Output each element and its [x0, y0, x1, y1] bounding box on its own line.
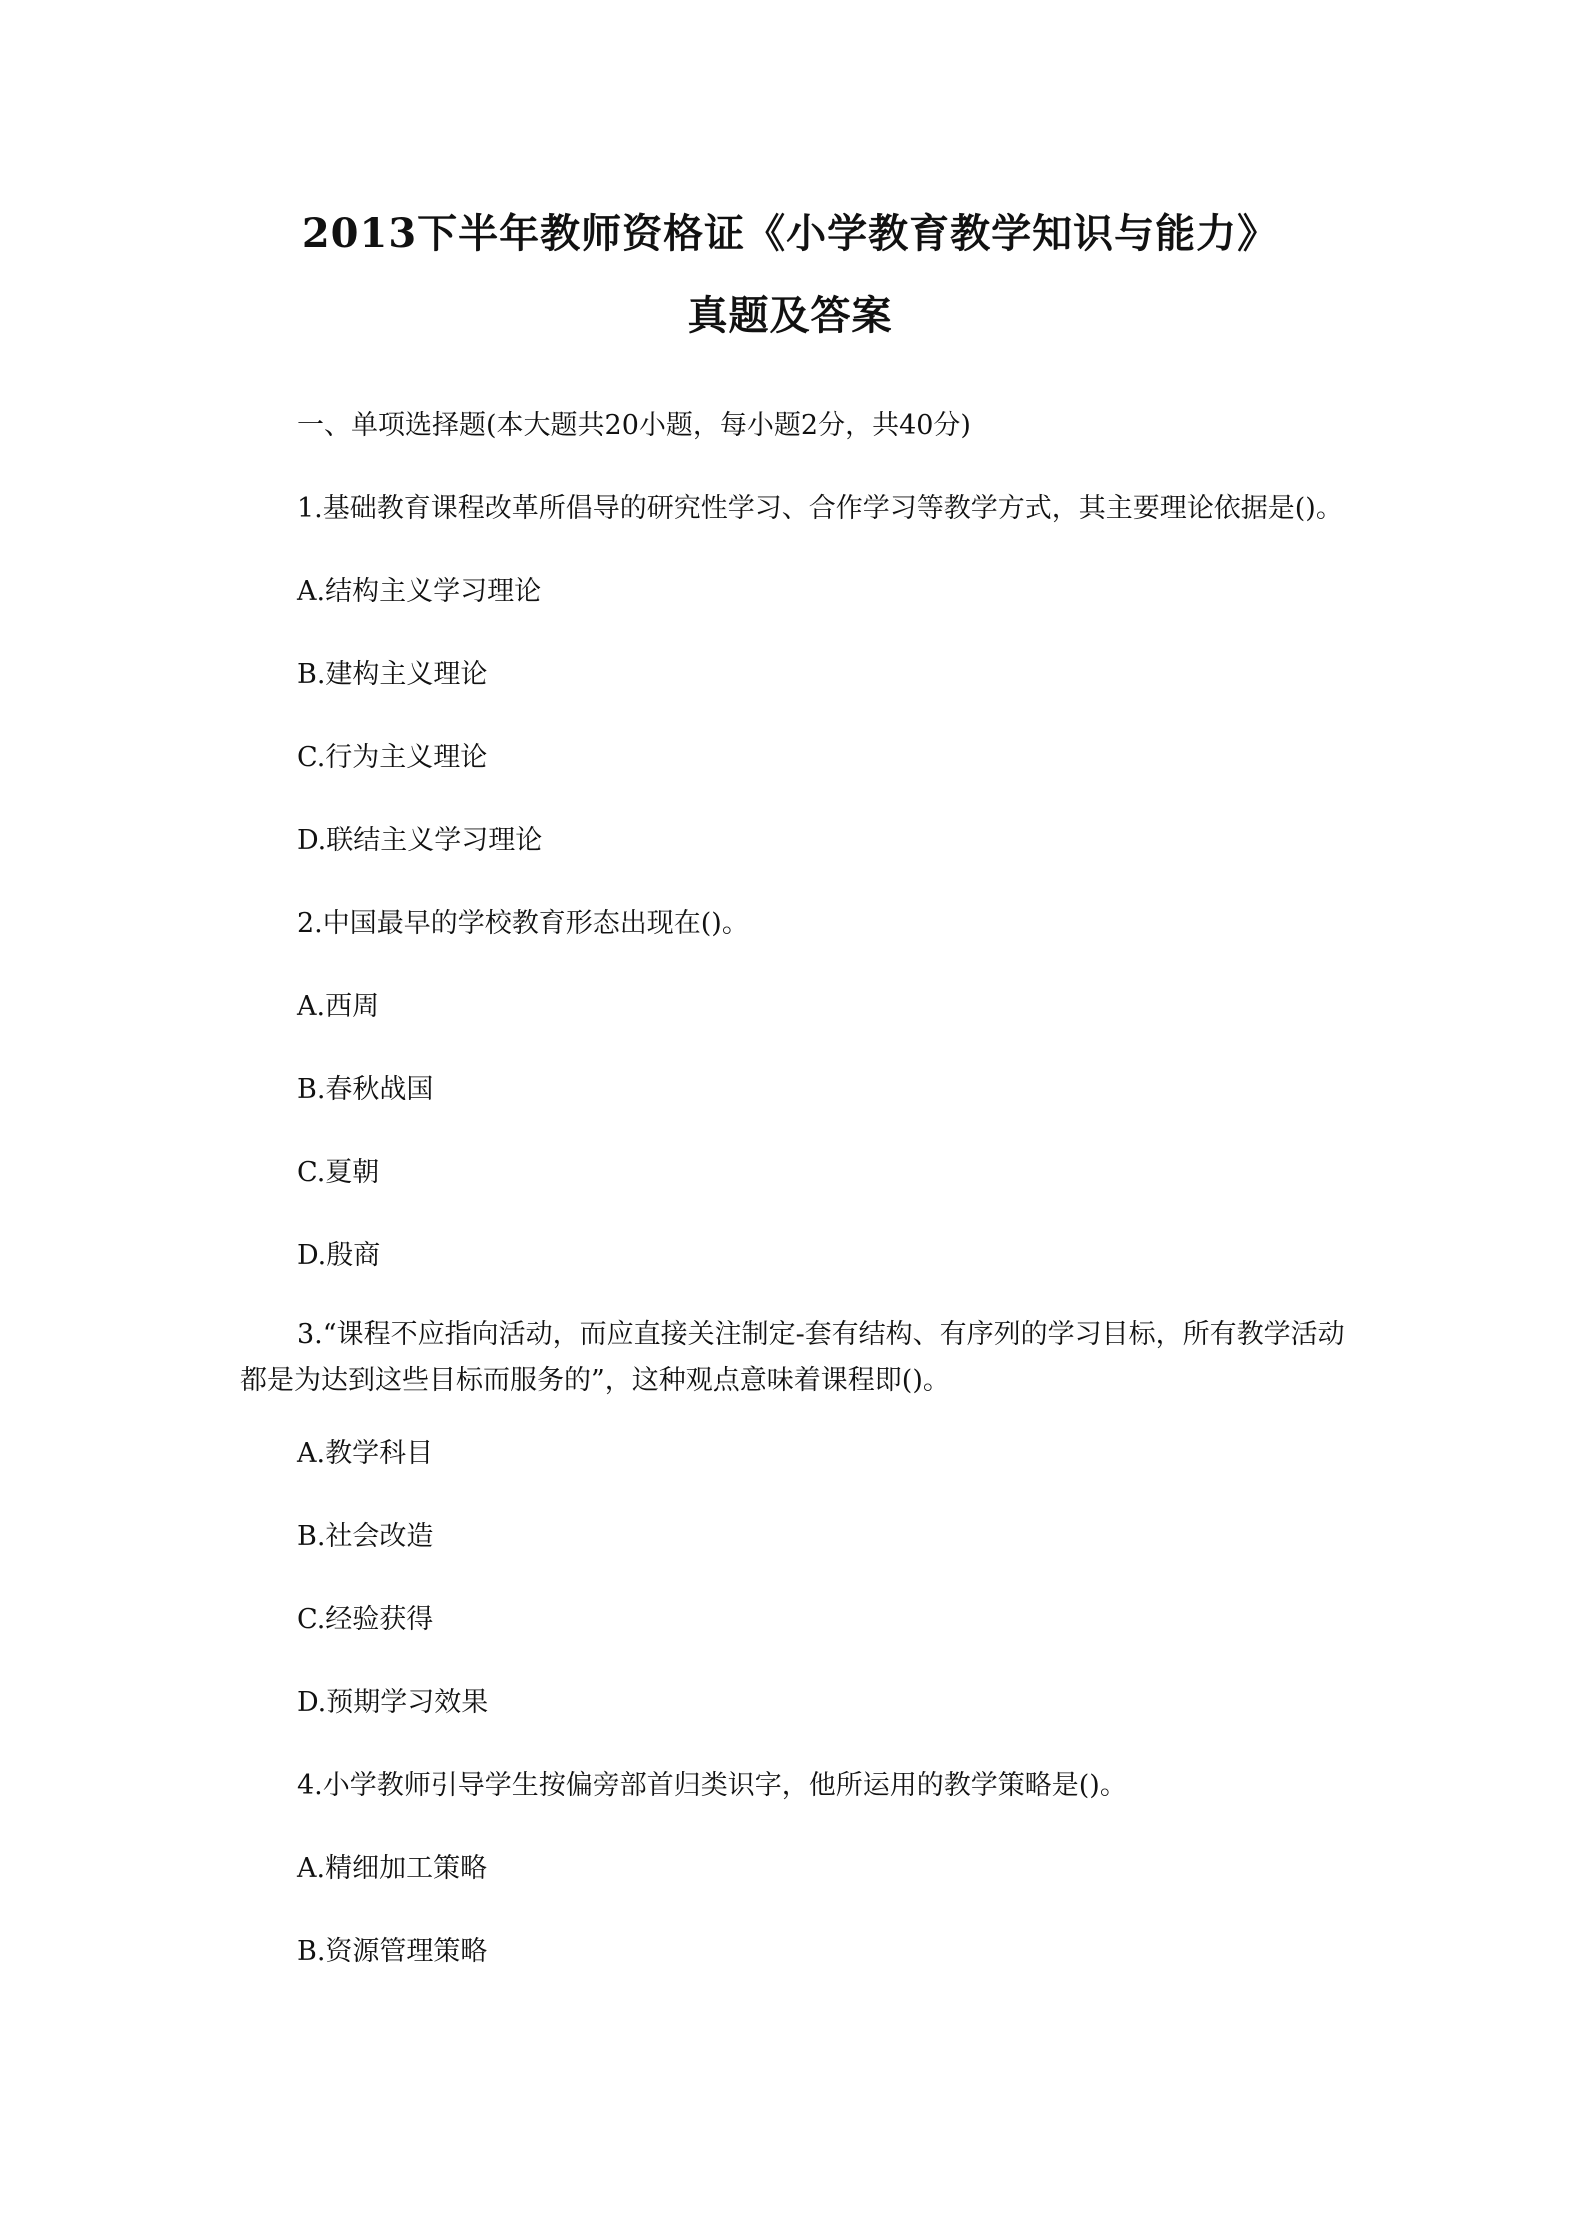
question-option: C.行为主义理论 [297, 742, 488, 773]
question-stem: 2.中国最早的学校教育形态出现在()。 [297, 908, 749, 939]
question-option: A.精细加工策略 [297, 1853, 488, 1884]
question-option: D.联结主义学习理论 [297, 825, 543, 856]
question-option: A.教学科目 [297, 1438, 434, 1469]
question-stem: 3.“课程不应指向活动，而应直接关注制定-套有结构、有序列的学习目标，所有教学活动都是为达到这些目标而服务的”，这种观点意味着课程即()。 [240, 1319, 1345, 1396]
question-option: B.建构主义理论 [297, 659, 488, 690]
question-option: C.经验获得 [297, 1604, 434, 1635]
question-option: B.资源管理策略 [297, 1936, 488, 1967]
question-option: A.西周 [297, 991, 380, 1022]
section-heading: 一、单项选择题(本大题共20小题，每小题2分，共40分) [297, 410, 971, 441]
question-stem: 1.基础教育课程改革所倡导的研究性学习、合作学习等教学方式，其主要理论依据是()。 [297, 493, 1343, 524]
document-title: 2013下半年教师资格证《小学教育教学知识与能力》 [301, 210, 1279, 257]
question-option: A.结构主义学习理论 [297, 576, 542, 607]
document-subtitle: 真题及答案 [687, 292, 893, 339]
question-option: D.殷商 [297, 1240, 381, 1271]
question-option: B.社会改造 [297, 1521, 434, 1552]
question-stem: 4.小学教师引导学生按偏旁部首归类识字，他所运用的教学策略是()。 [297, 1770, 1127, 1801]
question-option: C.夏朝 [297, 1157, 380, 1188]
question-option: D.预期学习效果 [297, 1687, 489, 1718]
question-option: B.春秋战国 [297, 1074, 434, 1105]
